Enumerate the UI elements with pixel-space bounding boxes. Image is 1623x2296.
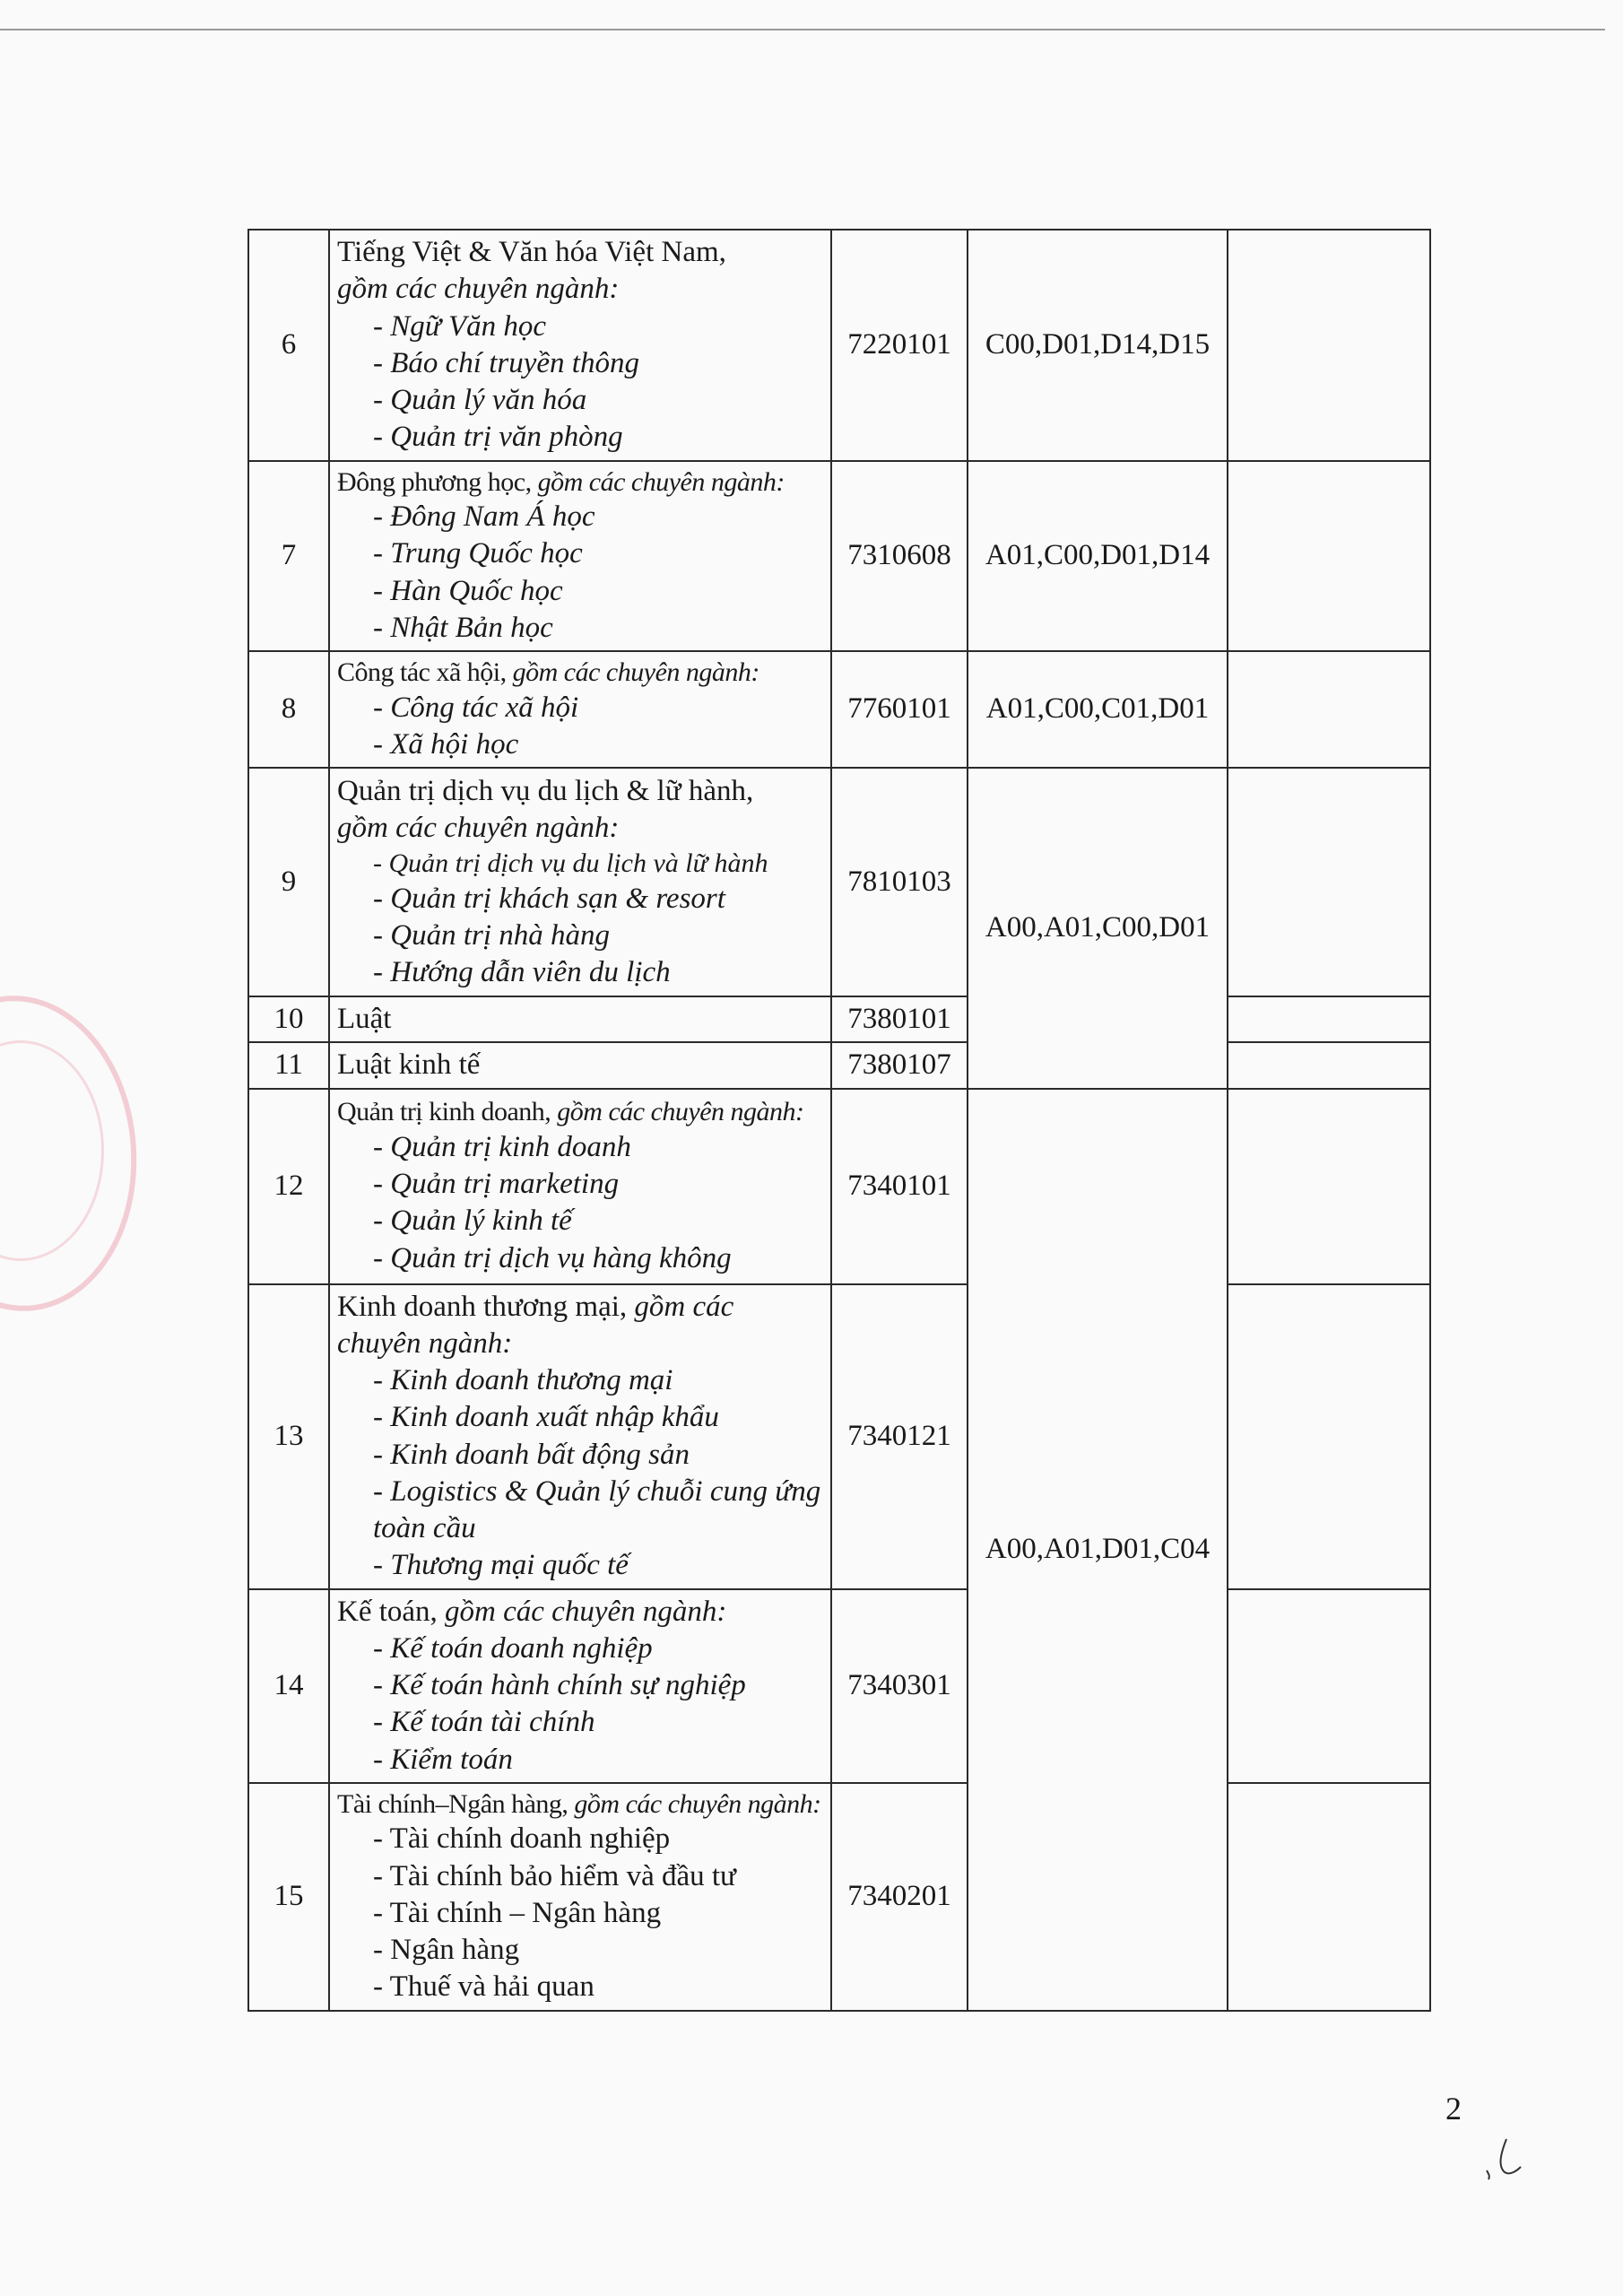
major-name-cell: Luật kinh tế — [329, 1042, 831, 1088]
list-item: - Quản trị dịch vụ hàng không — [373, 1240, 823, 1277]
notes-cell — [1228, 651, 1430, 768]
major-code: 7380107 — [831, 1042, 968, 1088]
major-code: 7340201 — [831, 1783, 968, 2011]
list-item: - Kế toán doanh nghiệp — [373, 1631, 823, 1667]
specialization-list — [337, 1821, 823, 2005]
major-code: 7810103 — [831, 768, 968, 996]
list-item: - Báo chí truyền thông — [373, 345, 823, 382]
specialization-list — [337, 1631, 823, 1779]
major-subtitle: gồm các chuyên ngành: — [557, 1097, 804, 1127]
specialization-list — [337, 1129, 823, 1277]
list-item: - Ngân hàng — [373, 1932, 823, 1969]
subject-combination: A01,C00,C01,D01 — [968, 651, 1228, 768]
specialization-list — [337, 309, 823, 457]
major-subtitle: gồm các chuyên ngành: — [337, 1290, 734, 1360]
major-title: Kế toán, gồm các chuyên ngành: — [337, 1595, 727, 1628]
list-item: - Kinh doanh xuất nhập khẩu — [373, 1399, 823, 1436]
row-number: 6 — [248, 230, 329, 461]
list-item: - Quản trị văn phòng — [373, 419, 823, 456]
specialization-list — [337, 1362, 823, 1585]
major-code: 7220101 — [831, 230, 968, 461]
list-item: - Quản trị khách sạn & resort — [373, 881, 823, 918]
list-item: - Quản trị marketing — [373, 1166, 823, 1203]
row-number: 12 — [248, 1089, 329, 1284]
table-row — [248, 1089, 1430, 1284]
table-row — [248, 1589, 1430, 1783]
row-number: 13 — [248, 1284, 329, 1589]
list-item: - Công tác xã hội — [373, 690, 823, 726]
table-row — [248, 1284, 1430, 1589]
list-item: - Tài chính doanh nghiệp — [373, 1821, 823, 1857]
major-title: Công tác xã hội, gồm các chuyên ngành: — [337, 657, 759, 687]
major-code: 7310608 — [831, 461, 968, 652]
list-item: - Quản lý kinh tế — [373, 1203, 823, 1239]
handwritten-initial-mark — [1480, 2135, 1524, 2188]
table-row — [248, 230, 1430, 461]
list-item: - Quản lý văn hóa — [373, 382, 823, 419]
table-row — [248, 461, 1430, 652]
table-row — [248, 996, 1430, 1042]
subject-combination: A00,A01,C00,D01 — [968, 768, 1228, 1089]
major-title: Quản trị dịch vụ du lịch & lữ hành, gồm các chuyên ngành: — [337, 774, 754, 844]
list-item: - Kế toán hành chính sự nghiệp — [373, 1667, 823, 1704]
table-row — [248, 1042, 1430, 1088]
list-item: - Hướng dẫn viên du lịch — [373, 954, 823, 991]
table-row — [248, 651, 1430, 768]
major-name-cell — [329, 1284, 831, 1589]
list-item: - Ngữ Văn học — [373, 309, 823, 345]
page-number: 2 — [1445, 2091, 1462, 2126]
notes-cell — [1228, 1284, 1430, 1589]
list-item: - Trung Quốc học — [373, 535, 823, 572]
list-item: - Kinh doanh bất động sản — [373, 1437, 823, 1474]
specialization-list — [337, 690, 823, 764]
list-item: - Thuế và hải quan — [373, 1969, 823, 2005]
row-number: 8 — [248, 651, 329, 768]
major-subtitle: gồm các chuyên ngành: — [512, 657, 759, 687]
notes-cell — [1228, 1089, 1430, 1284]
specialization-list — [337, 499, 823, 647]
list-item: - Xã hội học — [373, 726, 823, 763]
table-row — [248, 768, 1430, 996]
row-number: 14 — [248, 1589, 329, 1783]
notes-cell — [1228, 996, 1430, 1042]
major-code: 7340121 — [831, 1284, 968, 1589]
major-subtitle: gồm các chuyên ngành: — [445, 1595, 727, 1628]
major-code: 7760101 — [831, 651, 968, 768]
major-name-cell — [329, 1589, 831, 1783]
major-name-cell — [329, 651, 831, 768]
major-subtitle: gồm các chuyên ngành: — [537, 466, 785, 497]
notes-cell — [1228, 230, 1430, 461]
major-subtitle: gồm các chuyên ngành: — [574, 1788, 821, 1819]
list-item: - Kinh doanh thương mại — [373, 1362, 823, 1399]
major-name-cell — [329, 1783, 831, 2011]
notes-cell — [1228, 1589, 1430, 1783]
notes-cell — [1228, 461, 1430, 652]
scan-edge-line — [0, 29, 1605, 30]
major-subtitle: gồm các chuyên ngành: — [337, 811, 620, 844]
notes-cell — [1228, 1783, 1430, 2011]
list-item: - Quản trị kinh doanh — [373, 1129, 823, 1166]
subject-combination: A01,C00,D01,D14 — [968, 461, 1228, 652]
major-title: Tài chính–Ngân hàng, gồm các chuyên ngành: — [337, 1788, 821, 1819]
notes-cell — [1228, 768, 1430, 996]
major-name-cell: Luật — [329, 996, 831, 1042]
major-code: 7340101 — [831, 1089, 968, 1284]
row-number: 10 — [248, 996, 329, 1042]
major-title: Đông phương học, gồm các chuyên ngành: — [337, 466, 785, 497]
row-number: 11 — [248, 1042, 329, 1088]
major-title: Quản trị kinh doanh, gồm các chuyên ngành: — [337, 1097, 804, 1127]
list-item: - Nhật Bản học — [373, 610, 823, 647]
major-code: 7380101 — [831, 996, 968, 1042]
row-number: 9 — [248, 768, 329, 996]
list-item: - Kế toán tài chính — [373, 1704, 823, 1741]
subject-combination: C00,D01,D14,D15 — [968, 230, 1228, 461]
major-title: Kinh doanh thương mại, gồm các chuyên ngành: — [337, 1290, 734, 1360]
row-number: 15 — [248, 1783, 329, 2011]
list-item: - Logistics & Quản lý chuỗi cung ứng toàn cầu — [373, 1474, 823, 1548]
list-item: - Kiểm toán — [373, 1742, 823, 1779]
major-name-cell — [329, 230, 831, 461]
major-code: 7340301 — [831, 1589, 968, 1783]
table-row — [248, 1783, 1430, 2011]
major-name-cell — [329, 768, 831, 996]
major-name-cell — [329, 1089, 831, 1284]
list-item: - Tài chính – Ngân hàng — [373, 1895, 823, 1932]
subject-combination: A00,A01,D01,C04 — [968, 1089, 1228, 2011]
row-number: 7 — [248, 461, 329, 652]
list-item: - Tài chính bảo hiểm và đầu tư — [373, 1858, 823, 1895]
list-item: - Quản trị nhà hàng — [373, 918, 823, 954]
list-item: - Quản trị dịch vụ du lịch và lữ hành — [373, 847, 823, 881]
major-name-cell — [329, 461, 831, 652]
major-title: Tiếng Việt & Văn hóa Việt Nam, gồm các chuyên ngành: — [337, 236, 726, 306]
notes-cell — [1228, 1042, 1430, 1088]
majors-table — [247, 229, 1431, 2012]
list-item: - Hàn Quốc học — [373, 573, 823, 610]
list-item: - Thương mại quốc tế — [373, 1547, 823, 1584]
list-item: - Đông Nam Á học — [373, 499, 823, 535]
specialization-list — [337, 847, 823, 991]
major-subtitle: gồm các chuyên ngành: — [337, 273, 620, 306]
